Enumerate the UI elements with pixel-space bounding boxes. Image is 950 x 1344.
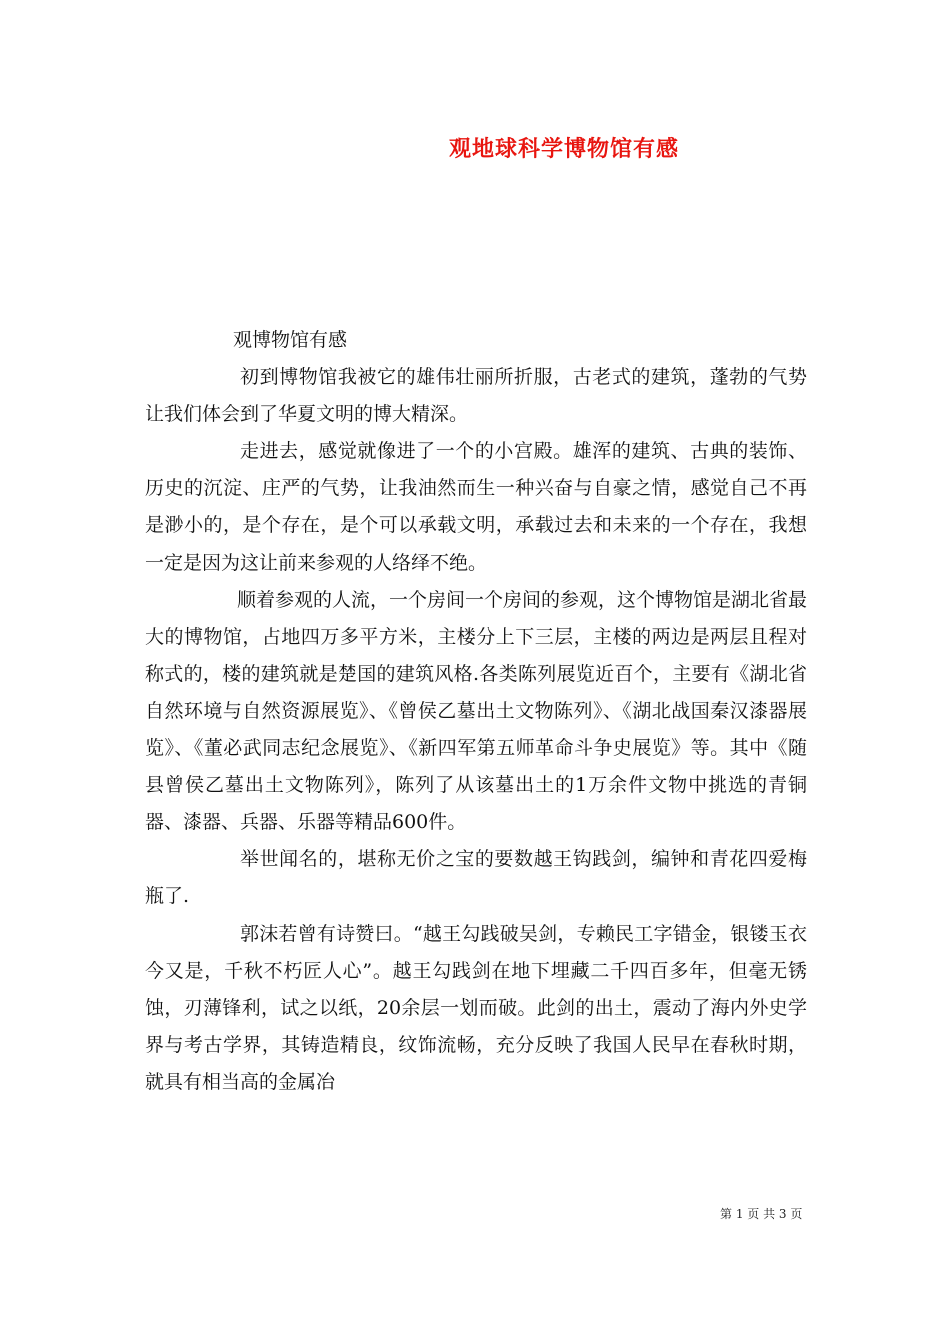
paragraph-5: 郭沫若曾有诗赞曰。“越王勾践破吴剑，专赖民工字错金，银镂玉衣今又是，千秋不朽匠人心”。越王勾践剑在地下埋藏二千四百多年，但毫无锈蚀，刃薄锋利，试之以纸，20余层一划而破。此剑的出土，震动了海内外史学界与考古学界，其铸造精良，纹饰流畅，充分反映了我国人民早在春秋时期，就具有相当高的金属冶 (145, 922, 807, 1093)
page-number-footer: 第 1 页 共 3 页 (720, 1207, 803, 1221)
paragraph-2: 走进去，感觉就像进了一个的小宫殿。雄浑的建筑、古典的装饰、历史的沉淀、庄严的气势，让我油然而生一种兴奋与自豪之情，感觉自己不再是渺小的，是个存在，是个可以承载文明，承载过去和未来的一个存在，我想一定是因为这让前来参观的人络绎不绝。 (145, 440, 807, 574)
document-body (145, 322, 807, 1101)
document-title: 观地球科学博物馆有感 (449, 136, 680, 162)
paragraph-1: 初到博物馆我被它的雄伟壮丽所折服，古老式的建筑，蓬勃的气势让我们体会到了华夏文明的博大精深。 (145, 366, 807, 426)
section-subheading: 观博物馆有感 (233, 329, 348, 351)
paragraph-4: 举世闻名的，堪称无价之宝的要数越王钩践剑，编钟和青花四爱梅瓶了. (145, 848, 807, 908)
paragraph-3: 顺着参观的人流，一个房间一个房间的参观，这个博物馆是湖北省最大的博物馆，占地四万多平方米，主楼分上下三层，主楼的两边是两层且程对称式的，楼的建筑就是楚国的建筑风格.各类陈列展览近百个，主要有《湖北省自然环境与自然资源展览》、《曾侯乙墓出土文物陈列》、《湖北战国秦汉漆器展览》、《董必武同志纪念展览》、《新四军第五师革命斗争史展览》等。其中《随县曾侯乙墓出土文物陈列》，陈列了从该墓出土的1万余件文物中挑选的青铜器、漆器、兵器、乐器等精品600件。 (145, 588, 808, 834)
